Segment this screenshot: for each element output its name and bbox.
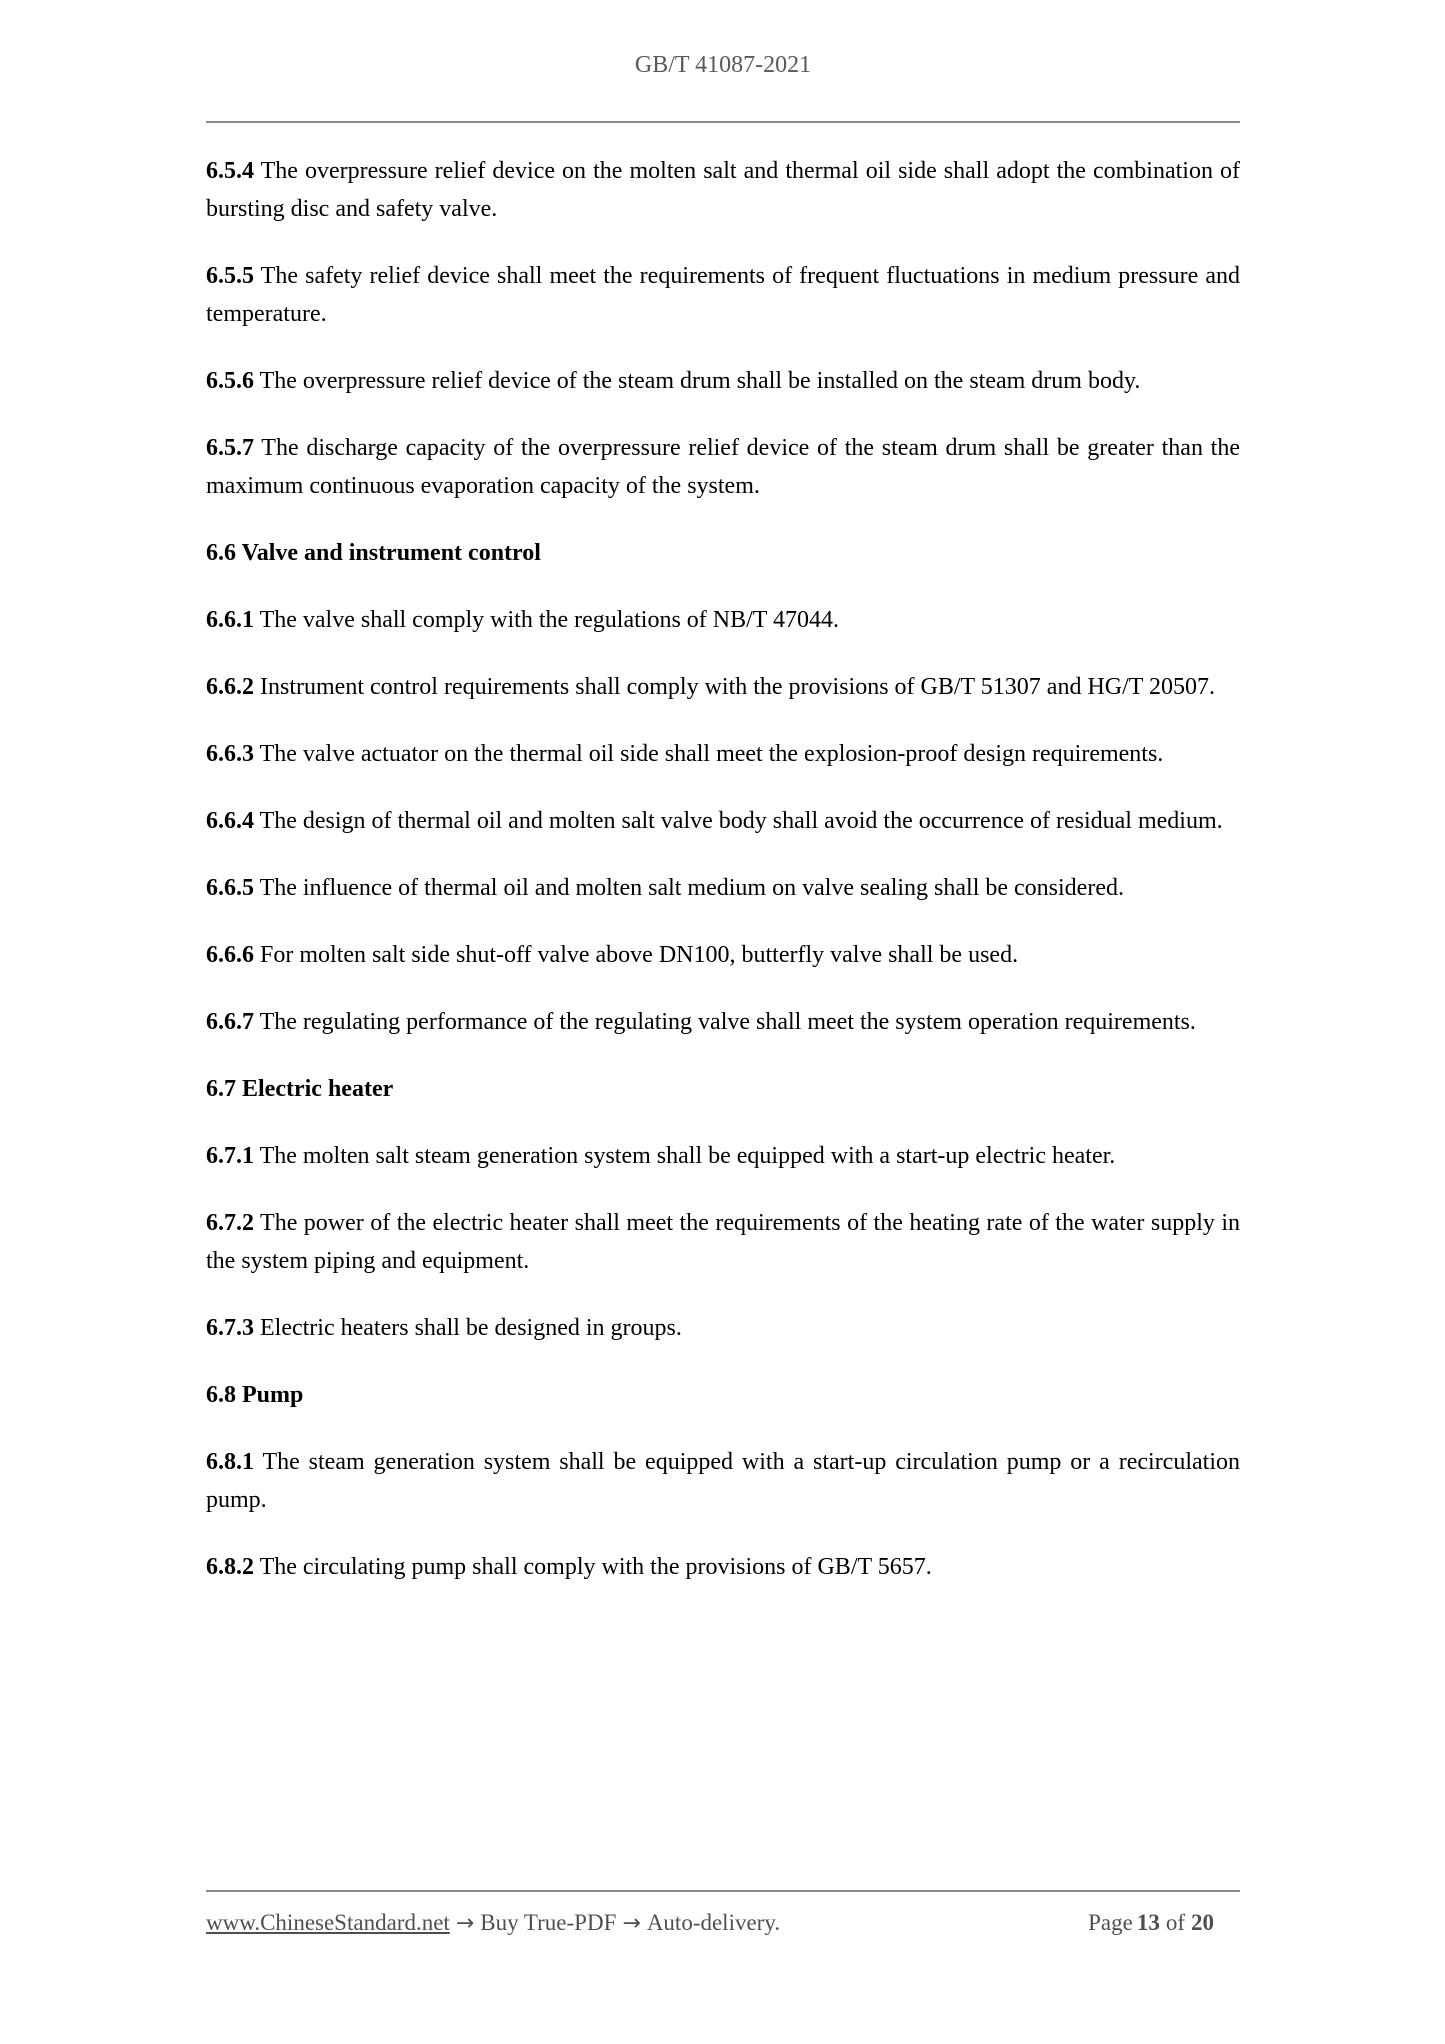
clause-text: Electric heaters shall be designed in groups.: [254, 1315, 682, 1341]
clause-paragraph: [206, 429, 1240, 505]
clause-paragraph: [206, 257, 1240, 333]
clause-number: 6.6.6: [206, 942, 254, 968]
clause-number: 6.6: [206, 540, 236, 566]
clause-number: 6.6.4: [206, 808, 254, 834]
clause-number: 6.5.6: [206, 368, 254, 394]
clause-number: 6.6.5: [206, 875, 254, 901]
clause-number: 6.5.7: [206, 435, 254, 461]
section-heading: [206, 1376, 1240, 1414]
clause-text: The regulating performance of the regulating valve shall meet the system operation requirements.: [254, 1009, 1196, 1035]
clause-text: The influence of thermal oil and molten salt medium on valve sealing shall be considered.: [254, 875, 1124, 901]
clause-number: 6.6.3: [206, 741, 254, 767]
clause-text: Electric heater: [236, 1076, 394, 1102]
clause-text: The valve actuator on the thermal oil side shall meet the explosion-proof design requirements.: [254, 741, 1164, 767]
document-body: [206, 152, 1240, 1615]
clause-text: The valve shall comply with the regulations of NB/T 47044.: [254, 607, 840, 633]
section-heading: [206, 1070, 1240, 1108]
clause-paragraph: [206, 1443, 1240, 1519]
clause-text: The power of the electric heater shall meet the requirements of the heating rate of the water supply in the system piping and equipment.: [206, 1210, 1240, 1274]
clause-text: Instrument control requirements shall comply with the provisions of GB/T 51307 and HG/T 20507.: [254, 674, 1215, 700]
clause-text: Pump: [236, 1382, 304, 1408]
buy-true-pdf-label: Buy True-PDF: [480, 1910, 617, 1935]
clause-paragraph: [206, 1204, 1240, 1280]
clause-text: The safety relief device shall meet the requirements of frequent fluctuations in medium pressure and temperature.: [206, 263, 1240, 327]
clause-paragraph: [206, 1003, 1240, 1041]
total-page-number: 20: [1191, 1910, 1214, 1935]
clause-text: The design of thermal oil and molten salt valve body shall avoid the occurrence of residual medium.: [254, 808, 1223, 834]
clause-number: 6.6.1: [206, 607, 254, 633]
clause-paragraph: [206, 601, 1240, 639]
page-indicator: [1088, 1910, 1240, 1936]
clause-number: 6.8.1: [206, 1449, 254, 1475]
clause-paragraph: [206, 735, 1240, 773]
footer-promo: [206, 1910, 780, 1936]
right-arrow-icon: →: [455, 1911, 475, 1936]
clause-text: The overpressure relief device on the molten salt and thermal oil side shall adopt the combination of bursting disc and safety valve.: [206, 158, 1240, 222]
clause-text: For molten salt side shut-off valve above DN100, butterfly valve shall be used.: [254, 942, 1019, 968]
clause-number: 6.7.3: [206, 1315, 254, 1341]
clause-number: 6.6.7: [206, 1009, 254, 1035]
clause-text: The steam generation system shall be equipped with a start-up circulation pump or a recirculation pump.: [206, 1449, 1240, 1513]
section-heading: [206, 534, 1240, 572]
clause-number: 6.5.4: [206, 158, 254, 184]
clause-paragraph: [206, 1548, 1240, 1586]
website-link[interactable]: www.ChineseStandard.net: [206, 1910, 450, 1935]
clause-number: 6.8.2: [206, 1554, 254, 1580]
clause-paragraph: [206, 668, 1240, 706]
clause-number: 6.7: [206, 1076, 236, 1102]
clause-text: Valve and instrument control: [236, 540, 541, 566]
clause-paragraph: [206, 1309, 1240, 1347]
current-page-number: 13: [1136, 1910, 1160, 1935]
clause-paragraph: [206, 152, 1240, 228]
clause-paragraph: [206, 869, 1240, 907]
clause-text: The molten salt steam generation system shall be equipped with a start-up electric heater.: [254, 1143, 1116, 1169]
clause-paragraph: [206, 362, 1240, 400]
header-divider: [206, 121, 1240, 123]
clause-text: The discharge capacity of the overpressure relief device of the steam drum shall be greater than the maximum continuous evaporation capacity of the system.: [206, 435, 1240, 499]
clause-text: The circulating pump shall comply with the provisions of GB/T 5657.: [254, 1554, 932, 1580]
standard-number: GB/T 41087-2021: [634, 52, 812, 78]
of-label: of: [1165, 1910, 1185, 1935]
clause-number: 6.5.5: [206, 263, 254, 289]
clause-number: 6.8: [206, 1382, 236, 1408]
right-arrow-icon: →: [622, 1911, 641, 1936]
auto-delivery-label: Auto-delivery.: [646, 1910, 781, 1935]
clause-text: The overpressure relief device of the steam drum shall be installed on the steam drum body.: [254, 368, 1141, 394]
page-label: Page: [1088, 1910, 1133, 1935]
clause-number: 6.7.1: [206, 1143, 254, 1169]
clause-paragraph: [206, 936, 1240, 974]
clause-paragraph: [206, 1137, 1240, 1175]
page-header: [206, 0, 1240, 123]
clause-paragraph: [206, 802, 1240, 840]
page-footer: [206, 1890, 1240, 1936]
clause-number: 6.6.2: [206, 674, 254, 700]
clause-number: 6.7.2: [206, 1210, 254, 1236]
